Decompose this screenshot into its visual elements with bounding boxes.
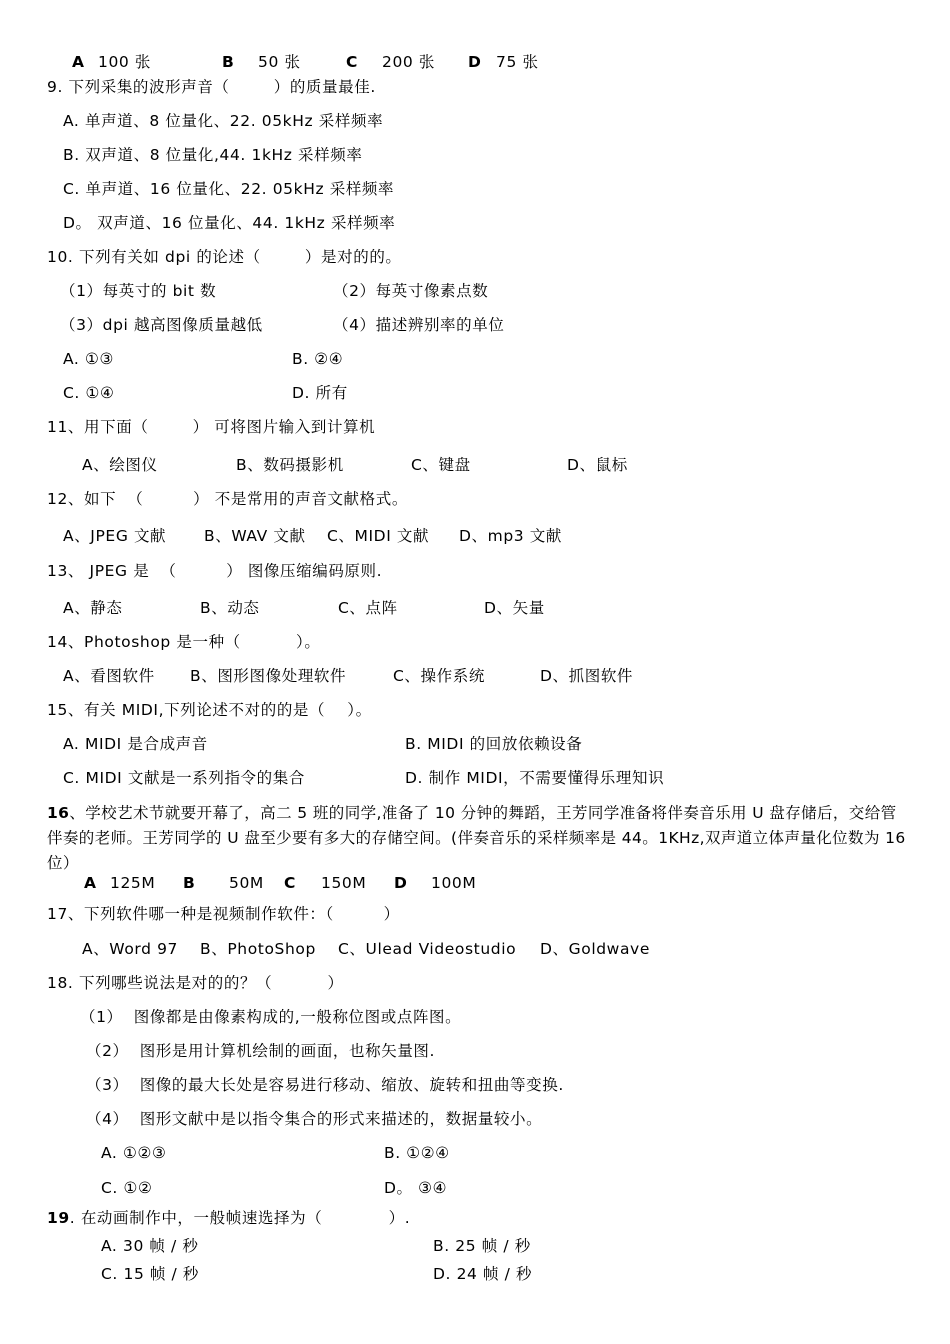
q17-option-b: B、PhotoShop (200, 940, 316, 958)
q16-option-d-text: 100M (431, 874, 477, 892)
q8-option-a-letter: A (72, 53, 85, 71)
q10-option-b: B. ②④ (292, 350, 344, 368)
q16-option-b-text: 50M (229, 874, 264, 892)
q16-option-c-text: 150M (321, 874, 367, 892)
q16-number: 16 (47, 804, 70, 822)
q10-item-4: （4）描述辨别率的单位 (333, 316, 505, 334)
q15-option-a: A. MIDI 是合成声音 (63, 735, 208, 753)
q10-item-3: （3）dpi 越高图像质量越低 (60, 316, 263, 334)
q18-item-2: （2） 图形是用计算机绘制的画面，也称矢量图. (86, 1042, 436, 1060)
q9-option-d: D。 双声道、16 位量化、44. 1kHz 采样频率 (63, 214, 396, 232)
q19-option-b: B. 25 帧 / 秒 (433, 1237, 531, 1255)
q16-option-c-letter: C (284, 874, 296, 892)
q12-option-a: A、JPEG 文献 (63, 527, 167, 545)
q18-option-b: B. ①②④ (384, 1144, 450, 1162)
q16-stem-block (47, 801, 909, 876)
q12-option-b: B、WAV 文献 (204, 527, 306, 545)
q19-option-a: A. 30 帧 / 秒 (101, 1237, 199, 1255)
q15-option-d: D. 制作 MIDI，不需要懂得乐理知识 (405, 769, 665, 787)
q17-option-c: C、Ulead Videostudio (338, 940, 517, 958)
q19-option-c: C. 15 帧 / 秒 (101, 1265, 200, 1283)
q18-item-3: （3） 图像的最大长处是容易进行移动、缩放、旋转和扭曲等变换. (86, 1076, 564, 1094)
q13-option-a: A、静态 (63, 599, 123, 617)
q16-option-b-letter: B (183, 874, 196, 892)
q8-option-b-letter: B (222, 53, 235, 71)
q12-option-d: D、mp3 文献 (459, 527, 562, 545)
q9-option-b: B. 双声道、8 位量化,44. 1kHz 采样频率 (63, 146, 363, 164)
q16-stem: 、学校艺术节就要开幕了，高二 5 班的同学,准备了 10 分钟的舞蹈，王芳同学准备将伴奏音乐用 U 盘存储后，交给管伴奏的老师。王芳同学的 U 盘至少要有多大的存储空间。(伴奏音乐的采样频率是 44。1KHz,双声道立体声量化位数为 16 位） (47, 804, 906, 872)
q10-option-a: A. ①③ (63, 350, 114, 368)
q11-option-d: D、鼠标 (567, 456, 628, 474)
q18-option-c: C. ①② (101, 1179, 153, 1197)
q10-item-1: （1）每英寸的 bit 数 (60, 282, 217, 300)
q11-option-c: C、键盘 (411, 456, 471, 474)
q10-option-d: D. 所有 (292, 384, 348, 402)
q11-option-b: B、数码摄影机 (236, 456, 344, 474)
q8-option-a-text: 100 张 (98, 53, 152, 71)
q9-stem: 9. 下列采集的波形声音（ ）的质量最佳. (47, 78, 376, 96)
q8-option-d-letter: D (468, 53, 482, 71)
q16-option-a-text: 125M (110, 874, 156, 892)
q14-option-a: A、看图软件 (63, 667, 155, 685)
q11-stem: 11、用下面（ ） 可将图片输入到计算机 (47, 418, 376, 436)
q14-stem: 14、Photoshop 是一种（ ）。 (47, 633, 321, 651)
q13-option-c: C、点阵 (338, 599, 398, 617)
q17-option-d: D、Goldwave (540, 940, 650, 958)
q18-option-a: A. ①②③ (101, 1144, 167, 1162)
q18-item-4: （4） 图形文献中是以指令集合的形式来描述的，数据量较小。 (86, 1110, 543, 1128)
q8-option-b-text: 50 张 (258, 53, 301, 71)
q16-option-a-letter: A (84, 874, 97, 892)
q8-option-c-text: 200 张 (382, 53, 436, 71)
q17-stem: 17、下列软件哪一种是视频制作软件：（ ） (47, 905, 400, 923)
q19-number: 19 (47, 1209, 70, 1227)
q15-option-b: B. MIDI 的回放依赖设备 (405, 735, 583, 753)
q19-stem-line (47, 1208, 410, 1228)
q10-item-2: （2）每英寸像素点数 (333, 282, 489, 300)
q14-option-b: B、图形图像处理软件 (190, 667, 347, 685)
q12-option-c: C、MIDI 文献 (327, 527, 430, 545)
q13-option-b: B、动态 (200, 599, 260, 617)
q15-option-c: C. MIDI 文献是一系列指令的集合 (63, 769, 305, 787)
q13-option-d: D、矢量 (484, 599, 545, 617)
q18-stem: 18. 下列哪些说法是对的的？（ ） (47, 974, 344, 992)
q17-option-a: A、Word 97 (82, 940, 178, 958)
q19-stem: . 在动画制作中，一般帧速选择为（ ）. (69, 1209, 411, 1227)
q14-option-c: C、操作系统 (393, 667, 485, 685)
q8-option-c-letter: C (346, 53, 358, 71)
q10-stem: 10. 下列有关如 dpi 的论述（ ）是对的的。 (47, 248, 402, 266)
q11-option-a: A、绘图仪 (82, 456, 158, 474)
q16-option-d-letter: D (394, 874, 408, 892)
q13-stem: 13、 JPEG 是 （ ） 图像压缩编码原则. (47, 562, 383, 580)
q18-item-1: （1） 图像都是由像素构成的,一般称位图或点阵图。 (80, 1008, 462, 1026)
q12-stem: 12、如下 （ ） 不是常用的声音文献格式。 (47, 490, 408, 508)
q18-option-d: D。 ③④ (384, 1179, 448, 1197)
q9-option-c: C. 单声道、16 位量化、22. 05kHz 采样频率 (63, 180, 395, 198)
q8-option-d-text: 75 张 (496, 53, 539, 71)
q19-option-d: D. 24 帧 / 秒 (433, 1265, 533, 1283)
q10-option-c: C. ①④ (63, 384, 115, 402)
q15-stem: 15、有关 MIDI,下列论述不对的的是（ ）。 (47, 701, 372, 719)
q9-option-a: A. 单声道、8 位量化、22. 05kHz 采样频率 (63, 112, 384, 130)
q14-option-d: D、抓图软件 (540, 667, 634, 685)
